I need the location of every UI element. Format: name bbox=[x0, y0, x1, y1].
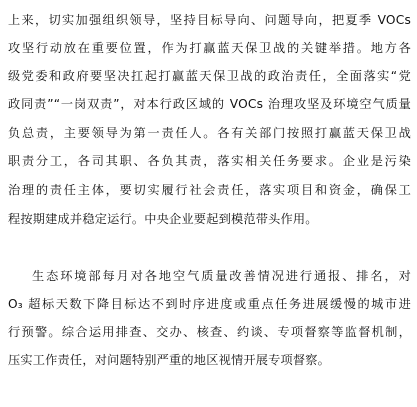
text-line: 职责分工，各司其职、各负其责，落实相关任务要求。企业是污染 bbox=[8, 154, 411, 168]
text-line: O₃ 超标天数下降目标达不到时序进度或重点任务进展缓慢的城市进 bbox=[8, 297, 411, 311]
text-line: 政同责”“一岗双责”，对本行政区域的 VOCs 治理攻坚及环境空气质量 bbox=[8, 97, 411, 111]
text-line: 攻坚行动放在重要位置，作为打赢蓝天保卫战的关键举措。地方各 bbox=[8, 41, 411, 55]
text-line: 级党委和政府要坚决扛起打赢蓝天保卫战的政治责任，全面落实“党 bbox=[8, 69, 411, 83]
text-line: 生态环境部每月对各地空气质量改善情况进行通报、排名，对 bbox=[32, 269, 411, 283]
text-line: 行预警。综合运用排查、交办、核查、约谈、专项督察等监督机制， bbox=[8, 325, 411, 339]
text-line: 上来，切实加强组织领导，坚持目标导向、问题导向，把夏季 VOCs bbox=[8, 13, 411, 27]
text-line: 治理的责任主体，要切实履行社会责任，落实项目和资金，确保工 bbox=[8, 183, 411, 197]
text-line: 负总责，主要领导为第一责任人。各有关部门按照打赢蓝天保卫战 bbox=[8, 126, 411, 140]
text-line: 压实工作责任，对问题特别严重的地区视情开展专项督察。 bbox=[8, 353, 331, 367]
text-line: 程按期建成并稳定运行。中央企业要起到模范带头作用。 bbox=[8, 212, 318, 226]
